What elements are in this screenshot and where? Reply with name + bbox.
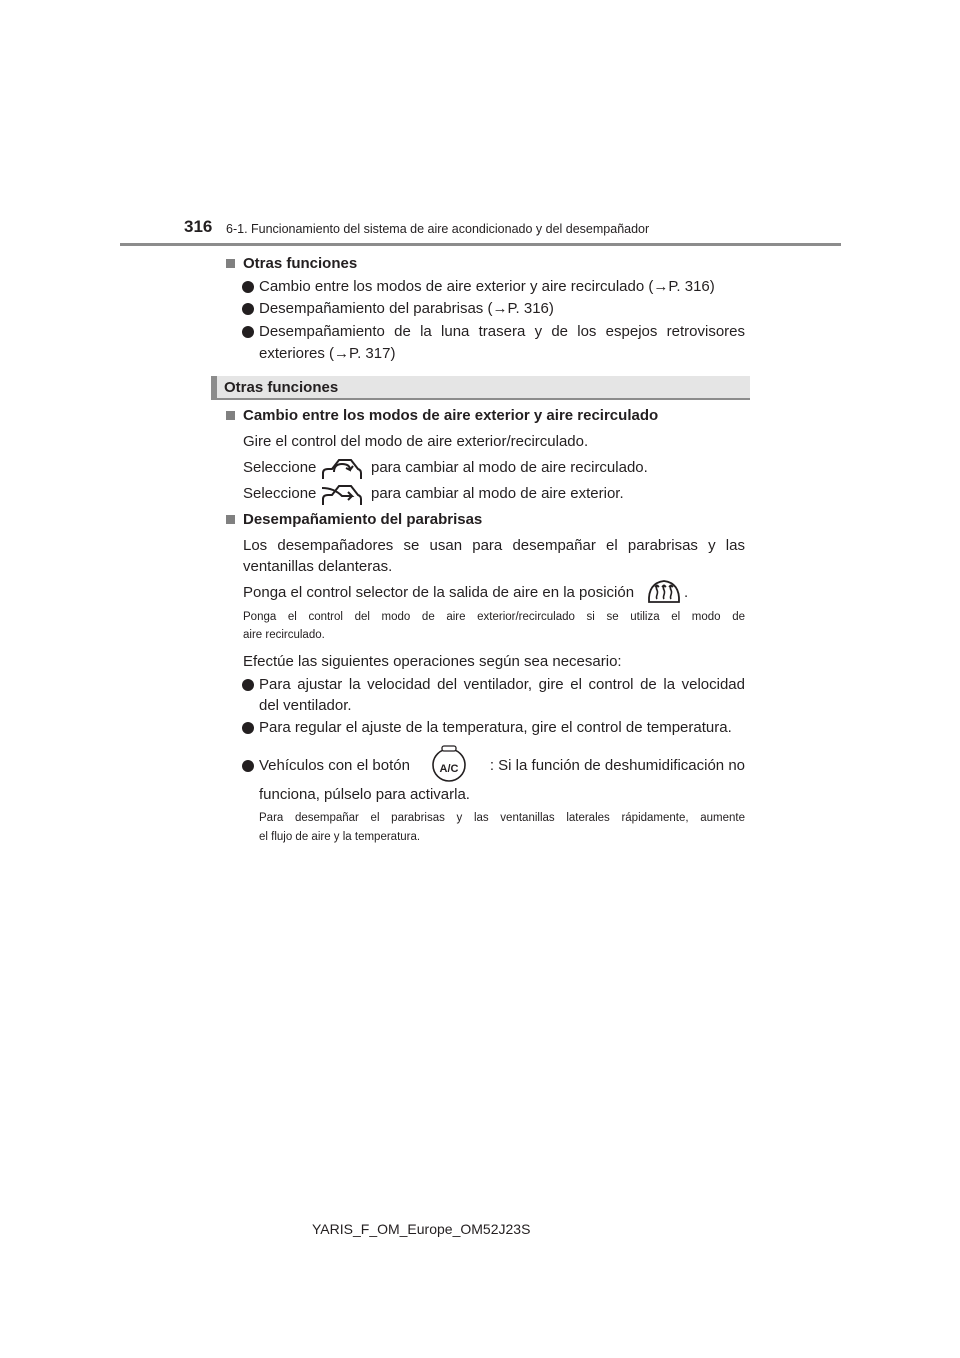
defog-selector-text: Ponga el control selector de la salida de aire en la posición — [243, 584, 635, 601]
square-bullet-icon — [226, 411, 235, 420]
bullet-icon — [242, 760, 254, 772]
defog-note-cont: aire recirculado. — [243, 629, 325, 641]
quick-defog-tip-cont: el flujo de aire y la temperatura. — [259, 831, 421, 843]
defog-paragraph-cont: ventanillas delanteras. — [243, 558, 393, 575]
summary-item-rear-cont: exteriores (→P. 317) — [259, 345, 396, 362]
defog-note: Ponga el control del modo de aire exterior/recirculado si se utiliza el modo de — [243, 611, 745, 623]
quick-defog-tip: Para desempañar el parabrisas y las ventanillas laterales rápidamente, aumente — [259, 812, 745, 824]
outside-air-icon — [320, 480, 364, 508]
recirc-select-text: para cambiar al modo de aire recirculado. — [371, 459, 648, 476]
recirculated-air-icon — [320, 454, 364, 482]
square-bullet-icon — [226, 515, 235, 524]
header-rule — [120, 243, 841, 246]
ac-item-text: : Si la función de deshumidificación no — [489, 757, 745, 774]
ac-item-prefix: Vehículos con el botón — [259, 757, 410, 774]
section-title-bar — [211, 376, 750, 400]
section-title: Otras funciones — [224, 379, 339, 396]
bullet-icon — [242, 303, 254, 315]
chapter-title: 6-1. Funcionamiento del sistema de aire acondicionado y del desempañador — [226, 222, 650, 236]
defog-heading: Desempañamiento del parabrisas — [243, 511, 483, 528]
bullet-icon — [242, 281, 254, 293]
bullet-icon — [242, 326, 254, 338]
defog-operations-intro: Efectúe las siguientes operaciones según sea necesario: — [243, 653, 622, 670]
bullet-icon — [242, 679, 254, 691]
summary-item-rear: Desempañamiento de la luna trasera y de los espejos retrovisores — [259, 323, 745, 340]
fan-speed-item-cont: del ventilador. — [259, 697, 352, 714]
defog-paragraph: Los desempañadores se usan para desempañar el parabrisas y las — [243, 537, 745, 554]
ac-button-label: A/C — [439, 763, 459, 775]
square-bullet-icon — [226, 259, 235, 268]
outside-select-text: para cambiar al modo de aire exterior. — [371, 485, 624, 502]
recirc-select-prefix: Seleccione — [243, 459, 317, 476]
section-accent — [211, 376, 217, 398]
ac-item-cont: funciona, púlselo para activarla. — [259, 786, 470, 803]
fan-speed-item: Para ajustar la velocidad del ventilador, gire el control de la velocidad — [259, 676, 745, 693]
recirc-heading: Cambio entre los modos de aire exterior y aire recirculado — [243, 407, 659, 424]
summary-item-windshield: Desempañamiento del parabrisas (→P. 316) — [259, 300, 554, 317]
bullet-icon — [242, 722, 254, 734]
summary-item-recirc: Cambio entre los modos de aire exterior y aire recirculado (→P. 316) — [259, 278, 715, 295]
page-number: 316 — [184, 217, 213, 236]
summary-heading: Otras funciones — [243, 255, 358, 272]
recirc-text: Gire el control del modo de aire exterior/recirculado. — [243, 433, 589, 450]
windshield-defog-icon — [646, 577, 682, 605]
defog-selector-period: . — [684, 584, 689, 601]
temperature-item: Para regular el ajuste de la temperatura, gire el control de temperatura. — [259, 719, 732, 736]
outside-select-prefix: Seleccione — [243, 485, 317, 502]
document-code: YARIS_F_OM_Europe_OM52J23S — [312, 1221, 531, 1237]
